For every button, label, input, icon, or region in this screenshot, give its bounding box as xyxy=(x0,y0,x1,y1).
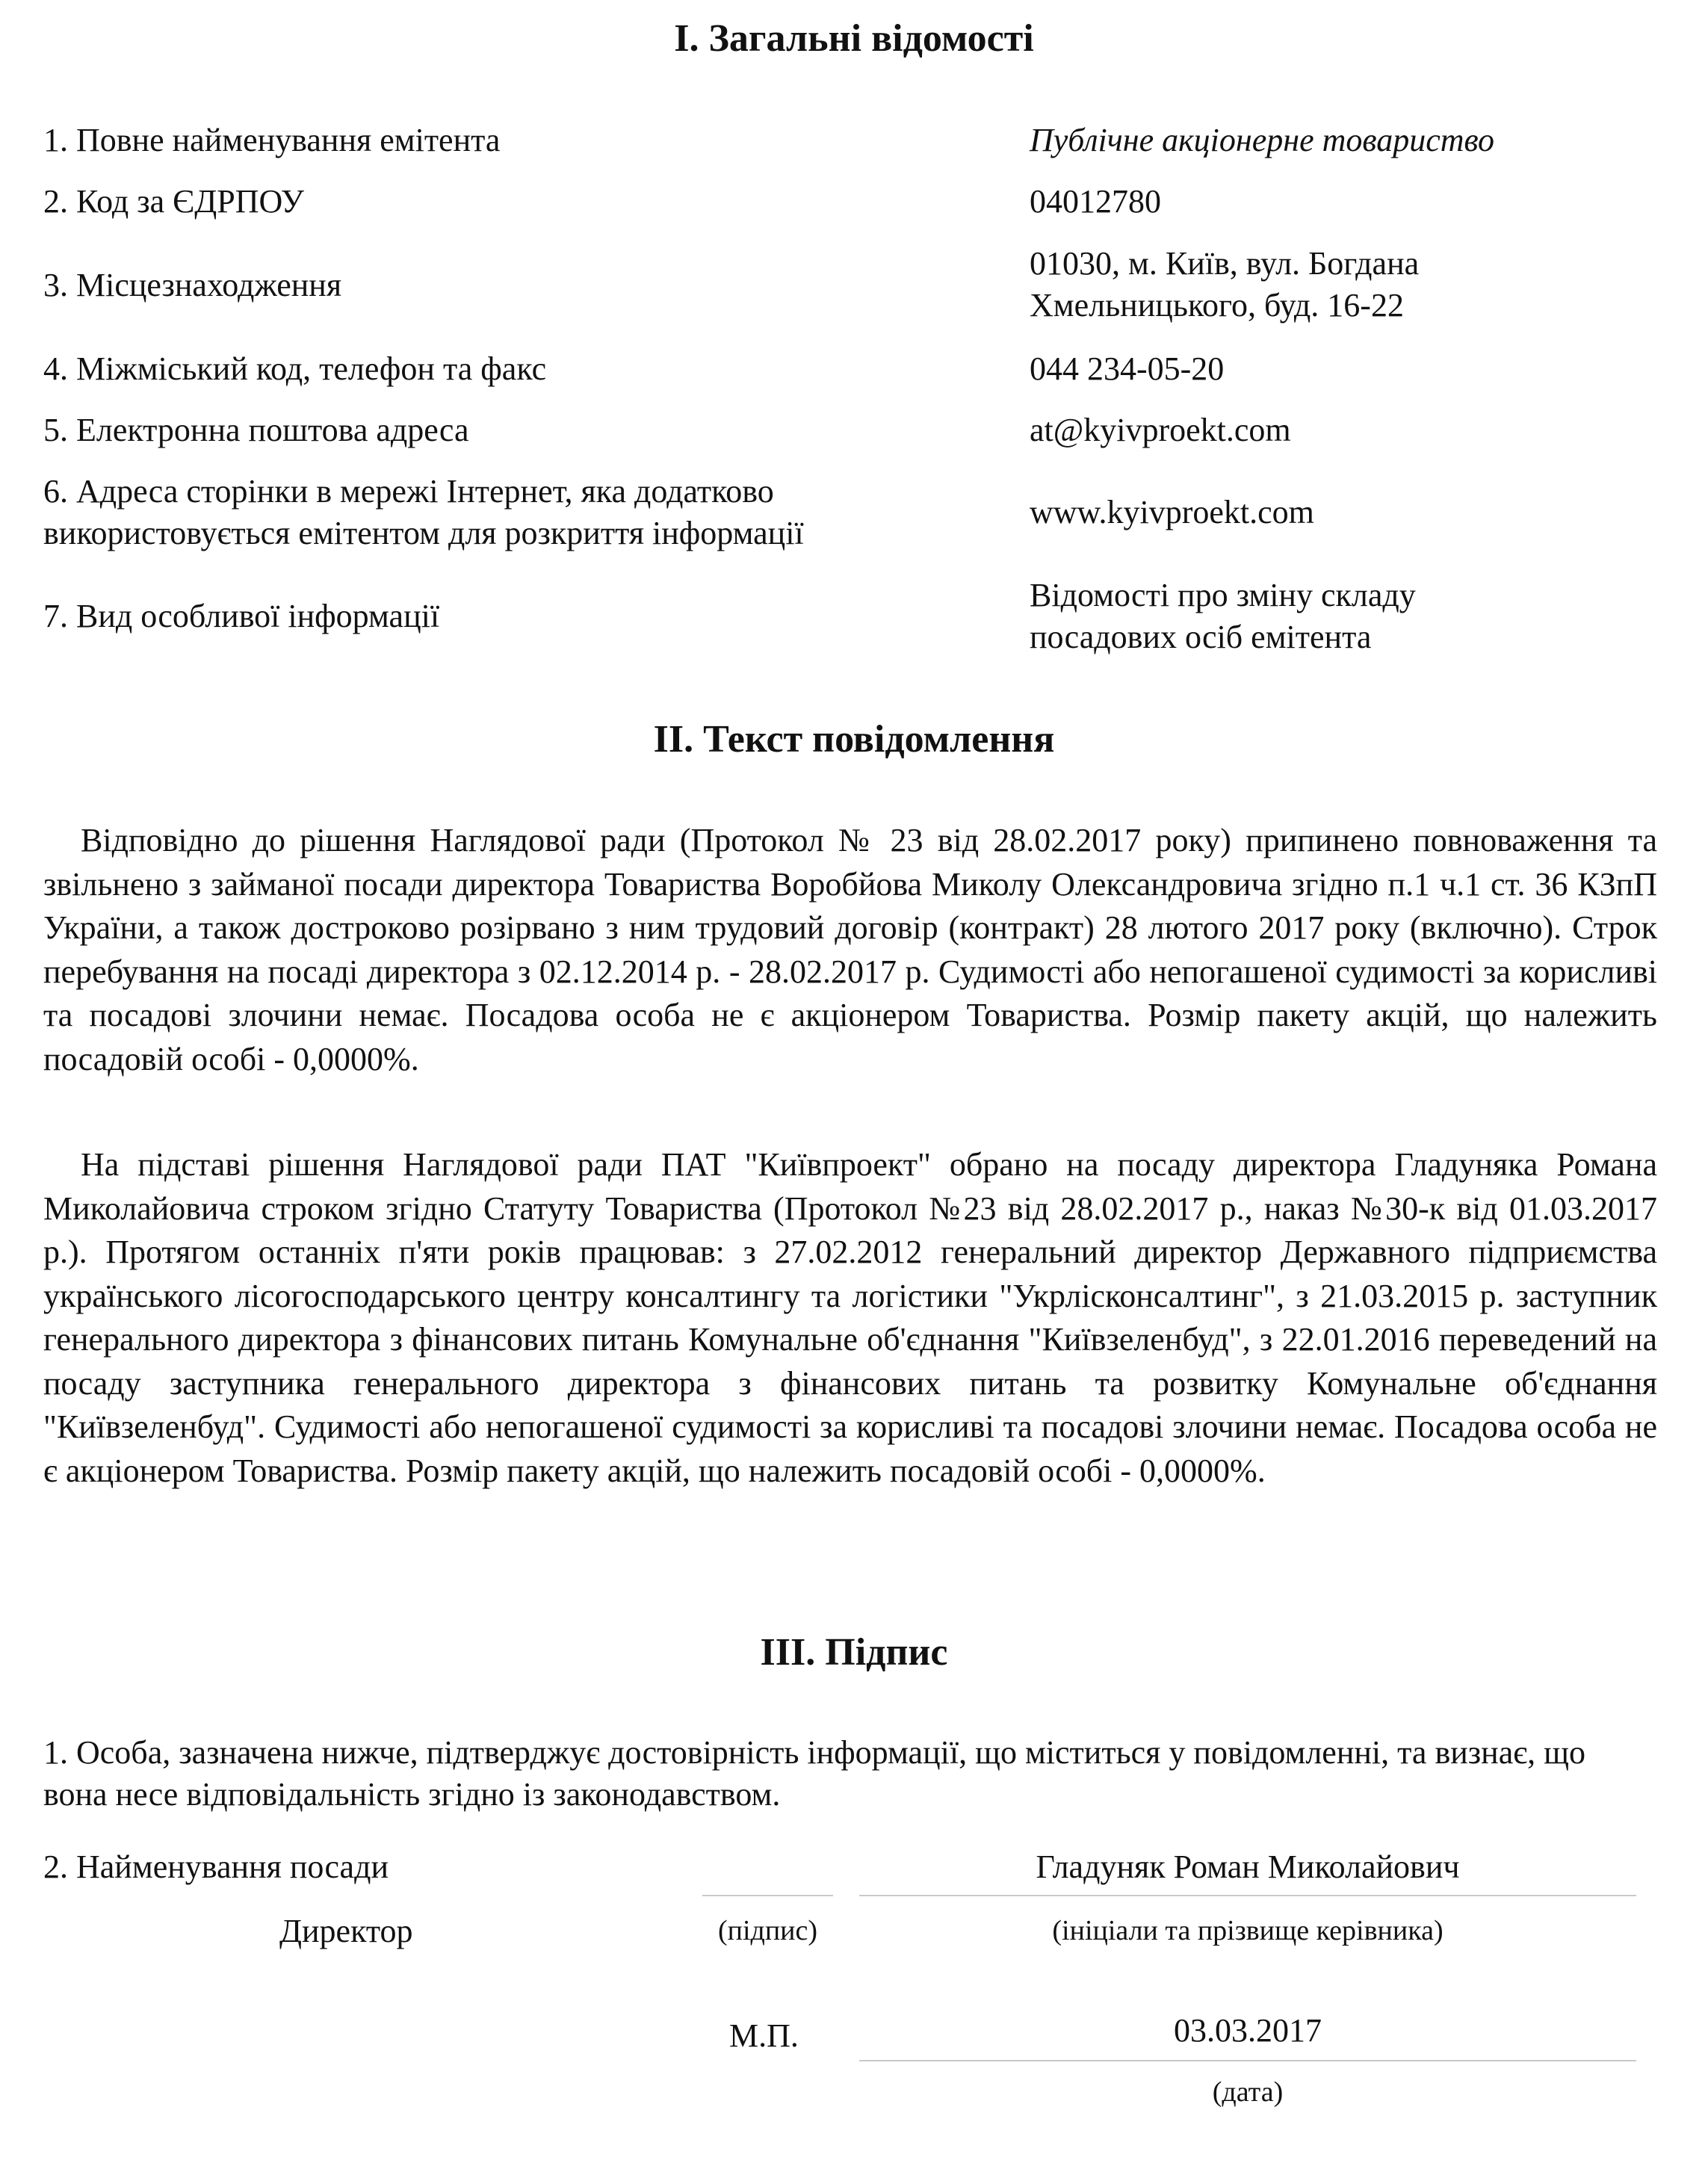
message-paragraph-2: На підставі рішення Наглядової ради ПАТ "Київпроект" обрано на посаду директора Гладуняка Романа Миколайовича строком згідно Статуту Товариства (Протокол №23 від 28.02.2017 р., наказ №30-к від 01.03.2017 р.). Протягом останніх п'яти років працював: з 27.02.2012 генеральний директор Державного підприємства українського лісогосподарського центру консалтингу та логістики "Укрлісконсалтинг", з 21.03.2015 р. заступник генерального директора з фінансових питань Комунальне об'єднання "Київзеленбуд", з 22.01.2016 переведений на посаду заступника генерального директора з фінансових питань та розвитку Комунальне об'єднання "Київзеленбуд". Судимості або непогашеної судимості за корисливі та посадові злочини немає. Посадова особа не є акціонером Товариства. Розмір пакету акцій, що належить посадовій особі - 0,0000%. xyxy=(43,1146,1657,1489)
row-6-value: www.kyivproekt.com xyxy=(1030,494,1314,530)
section-3-title: ІІІ. Підпис xyxy=(760,1631,948,1674)
name-line xyxy=(859,1895,1636,1896)
date-caption: (дата) xyxy=(1212,2076,1284,2108)
signature-caption: (підпис) xyxy=(717,1915,818,1946)
row-3-value-line1: 01030, м. Київ, вул. Богдана xyxy=(1030,245,1420,282)
row-1-label: 1. Повне найменування емітента xyxy=(43,122,501,158)
section-2-title: ІІ. Текст повідомлення xyxy=(653,718,1055,761)
stamp-placeholder: М.П. xyxy=(729,2017,799,2054)
position-title-label: 2. Найменування посади xyxy=(43,1848,389,1885)
position-value: Директор xyxy=(279,1913,413,1949)
row-5-value: at@kyivproekt.com xyxy=(1030,412,1291,448)
signature-line xyxy=(702,1895,833,1896)
row-2-value: 04012780 xyxy=(1030,183,1161,220)
name-caption: (ініціали та прізвище керівника) xyxy=(1052,1915,1444,1946)
row-6-label-line1: 6. Адреса сторінки в мережі Інтернет, яка додатково xyxy=(43,473,774,510)
row-4-value: 044 234-05-20 xyxy=(1030,350,1225,387)
row-6-label-line2: використовується емітентом для розкриття інформації xyxy=(43,515,804,551)
row-7-value-line1: Відомості про зміну складу xyxy=(1030,577,1416,613)
message-paragraph-1: Відповідно до рішення Наглядової ради (Протокол № 23 від 28.02.2017 року) припинено повноваження та звільнено з займаної посади директора Товариства Воробйова Миколу Олександровича згідно п.1 ч.1 ст. 36 КЗпП України, а також достроково розірвано з ним трудовий договір (контракт) 28 лютого 2017 року (включно). Строк перебування на посаді директора з 02.12.2014 р. - 28.02.2017 р. Судимості або непогашеної судимості за корисливі та посадові злочини немає. Посадова особа не є акціонером Товариства. Розмір пакету акцій, що належить посадовій особі - 0,0000%. xyxy=(43,822,1657,1077)
row-2-label: 2. Код за ЄДРПОУ xyxy=(43,183,304,220)
row-5-label: 5. Електронна поштова адреса xyxy=(43,412,469,448)
row-4-label: 4. Міжміський код, телефон та факс xyxy=(43,350,547,387)
row-7-label: 7. Вид особливої інформації xyxy=(43,598,440,634)
section-1-title: І. Загальні відомості xyxy=(674,17,1034,60)
signature-statement: 1. Особа, зазначена нижче, підтверджує достовірність інформації, що міститься у повідомленні, та визнає, що вона несе відповідальність згідно із законодавством. xyxy=(43,1734,1585,1813)
row-3-label: 3. Місцезнаходження xyxy=(43,267,342,303)
row-1-value: Публічне акціонерне товариство xyxy=(1030,122,1495,158)
row-7-value-line2: посадових осіб емітента xyxy=(1030,619,1372,655)
date-value: 03.03.2017 xyxy=(1174,2012,1322,2049)
date-line xyxy=(859,2060,1636,2061)
row-3-value-line2: Хмельницького, буд. 16-22 xyxy=(1030,287,1404,324)
signer-full-name: Гладуняк Роман Миколайович xyxy=(1036,1848,1460,1885)
